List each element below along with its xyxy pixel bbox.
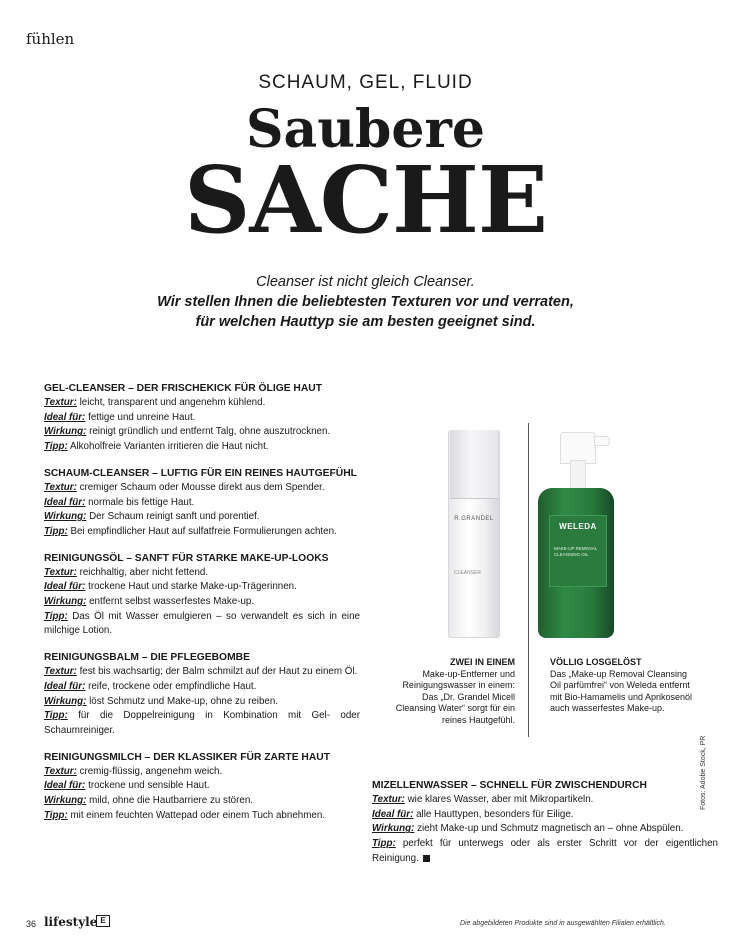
line-label: Tipp: [44, 710, 68, 722]
lead-line1: Cleanser ist nicht gleich Cleanser. [256, 274, 475, 290]
bottle-product-label: CLEANSER [454, 570, 481, 576]
line-text: reife, trockene oder empfindliche Haut. [85, 680, 257, 692]
line-text: für die Doppelreinigung in Kombination mit Gel- oder Schaumreiniger. [44, 710, 360, 736]
section-heading: REINIGUNGSMILCH – DER KLASSIKER FÜR ZARTE HAUT [44, 751, 331, 763]
line-text: reinigt gründlich und entfernt Talg, ohne auszutrocknen. [86, 426, 331, 438]
line-label: Tipp: [44, 441, 68, 453]
bottle-brand-label: WELEDA [559, 522, 597, 531]
bottle-brand-label: R.GRANDEL [454, 516, 494, 522]
section-heading: SCHAUM-CLEANSER – LUFTIG FÜR EIN REINES HAUTGEFÜHL [44, 467, 357, 479]
line-text: Alkoholfreie Varianten irritieren die Haut nicht. [67, 441, 269, 453]
line-text: fest bis wachsartig; der Balm schmilzt auf der Haut zu einem Öl. [76, 666, 358, 678]
section-line [44, 809, 360, 824]
bottle-cap [450, 430, 498, 499]
line-text: reichhaltig, aber nicht fettend. [76, 566, 209, 578]
line-text: leicht, transparent und angenehm kühlend. [76, 397, 266, 408]
line-text: löst Schmutz und Make-up, ohne zu reiben. [86, 695, 279, 707]
caption-heading: ZWEI IN EINEM [450, 657, 515, 667]
line-text: mit einem feuchten Wattepad oder einem Tuch abnehmen. [67, 809, 325, 821]
line-label: Ideal für: [372, 808, 414, 820]
cleanser-section [44, 382, 360, 455]
article-kicker: SCHAUM, GEL, FLUID [258, 72, 473, 93]
line-text: Bei empfindlicher Haut auf sulfatfreie Formulierungen achten. [67, 525, 337, 537]
end-mark-icon [423, 855, 430, 862]
photo-credit: Fotos: Adobe Stock, PR [700, 735, 707, 810]
line-label: Tipp: [372, 838, 396, 850]
cleanser-section [44, 552, 360, 640]
line-label: Wirkung: [44, 695, 87, 707]
line-text: zieht Make-up und Schmutz magnetisch an – ohne Abspülen. [414, 823, 684, 835]
section-line [44, 440, 360, 455]
section-line [372, 793, 718, 808]
line-text: trockene und sensible Haut. [85, 780, 210, 792]
cleanser-section [44, 651, 360, 739]
cleanser-section [44, 751, 360, 824]
section-tag: fühlen [26, 30, 75, 48]
line-label: Ideal für: [44, 581, 86, 593]
line-label: Wirkung: [372, 823, 415, 835]
line-label: Ideal für: [44, 780, 86, 792]
article-title-line2: SACHE [183, 146, 548, 254]
line-label: Wirkung: [44, 596, 87, 608]
bottle-product-label: MAKE-UP REMOVAL CLEANSING OIL [554, 546, 598, 557]
article-lead [0, 272, 731, 332]
lead-line3: für welchen Hauttyp sie am besten geeignet sind. [195, 314, 536, 330]
section-line [44, 481, 360, 496]
line-label: Tipp: [44, 610, 68, 622]
line-text: cremiger Schaum oder Mousse direkt aus dem Spender. [76, 481, 325, 493]
line-label: Ideal für: [44, 680, 86, 692]
section-line [44, 525, 360, 540]
line-text: Das Öl mit Wasser emulgieren – so verwandelt es sich in eine milchige Lotion. [44, 610, 360, 637]
section-line [44, 794, 360, 809]
section-line [44, 425, 360, 440]
line-text: fettige und unreine Haut. [85, 411, 196, 423]
line-label: Tipp: [44, 525, 68, 537]
line-label: Textur: [44, 397, 77, 408]
section-line [44, 411, 360, 426]
section-line [44, 510, 360, 525]
section-line [44, 665, 360, 680]
brand-logo-icon: E [96, 915, 110, 927]
section-line [372, 808, 718, 823]
pump-spout [594, 436, 610, 446]
line-text: entfernt selbst wasserfestes Make-up. [86, 596, 255, 608]
section-line [44, 580, 360, 595]
section-line [372, 837, 718, 866]
line-text: alle Hauttypen, besonders für Eilige. [413, 808, 574, 820]
article-title-line1: Saubere [246, 99, 485, 160]
section-line [44, 709, 360, 738]
cleanser-section [372, 779, 718, 867]
line-text: perfekt für unterwegs oder als erster Schritt vor der eigentlichen Reinigung. [372, 838, 718, 864]
section-heading: REINIGUNGSBALM – DIE PFLEGEBOMBE [44, 652, 250, 664]
line-label: Tipp: [44, 809, 68, 821]
right-column [372, 779, 718, 879]
bottle-label [549, 515, 607, 587]
line-label: Textur: [44, 765, 77, 777]
section-line [44, 680, 360, 695]
section-line [44, 396, 360, 411]
section-line [44, 610, 360, 639]
page-number: 36 [26, 919, 37, 929]
line-text: trockene Haut und starke Make-up-Trägerinnen. [85, 581, 297, 593]
caption-text: Das „Make-up Removal Cleansing Oil parfümfrei“ von Weleda entfernt mit Bio-Hamamelis und Aprikosenöl auch wasserfestes Make-up. [550, 668, 693, 713]
section-line [44, 695, 360, 710]
section-line [44, 779, 360, 794]
footer-note: Die abgebildeten Produkte sind in ausgewählten Filialen erhältlich. [460, 920, 666, 927]
caption-divider [528, 423, 529, 737]
line-label: Wirkung: [44, 511, 87, 523]
product-image-micellar-water [448, 430, 500, 638]
caption-left [385, 657, 515, 726]
line-text: normale bis fettige Haut. [85, 496, 195, 508]
line-label: Ideal für: [44, 411, 86, 423]
magazine-name: lifestyle [44, 915, 98, 929]
line-text: cremig-flüssig, angenehm weich. [76, 765, 223, 777]
caption-heading: VÖLLIG LOSGELÖST [550, 657, 642, 667]
left-column [44, 382, 360, 835]
line-text: Der Schaum reinigt sanft und porentief. [86, 511, 260, 523]
line-text: wie klares Wasser, aber mit Mikropartikeln. [404, 794, 594, 805]
line-text: mild, ohne die Hautbarriere zu stören. [86, 795, 253, 807]
section-line [372, 822, 718, 837]
section-heading: GEL-CLEANSER – DER FRISCHEKICK FÜR ÖLIGE HAUT [44, 383, 323, 394]
section-line [44, 765, 360, 780]
line-label: Textur: [44, 566, 77, 578]
line-label: Ideal für: [44, 496, 86, 508]
line-label: Textur: [44, 481, 77, 493]
caption-text: Make-up-Entferner und Reinigungswasser in einem: Das „Dr. Grandel Micell Cleansing Water“ sorgt für ein reines Hautgefühl. [395, 668, 515, 725]
line-label: Textur: [372, 794, 405, 805]
line-label: Wirkung: [44, 795, 87, 807]
lead-line2: Wir stellen Ihnen die beliebtesten Texturen vor und verraten, [157, 294, 574, 310]
section-heading: REINIGUNGSÖL – SANFT FÜR STARKE MAKE-UP-LOOKS [44, 552, 329, 564]
line-label: Wirkung: [44, 426, 87, 438]
section-line [44, 496, 360, 511]
line-label: Textur: [44, 666, 77, 678]
section-line [44, 595, 360, 610]
section-heading: MIZELLENWASSER – SCHNELL FÜR ZWISCHENDURCH [372, 780, 647, 791]
caption-right [550, 657, 700, 715]
section-line [44, 566, 360, 581]
cleanser-section [44, 467, 360, 540]
